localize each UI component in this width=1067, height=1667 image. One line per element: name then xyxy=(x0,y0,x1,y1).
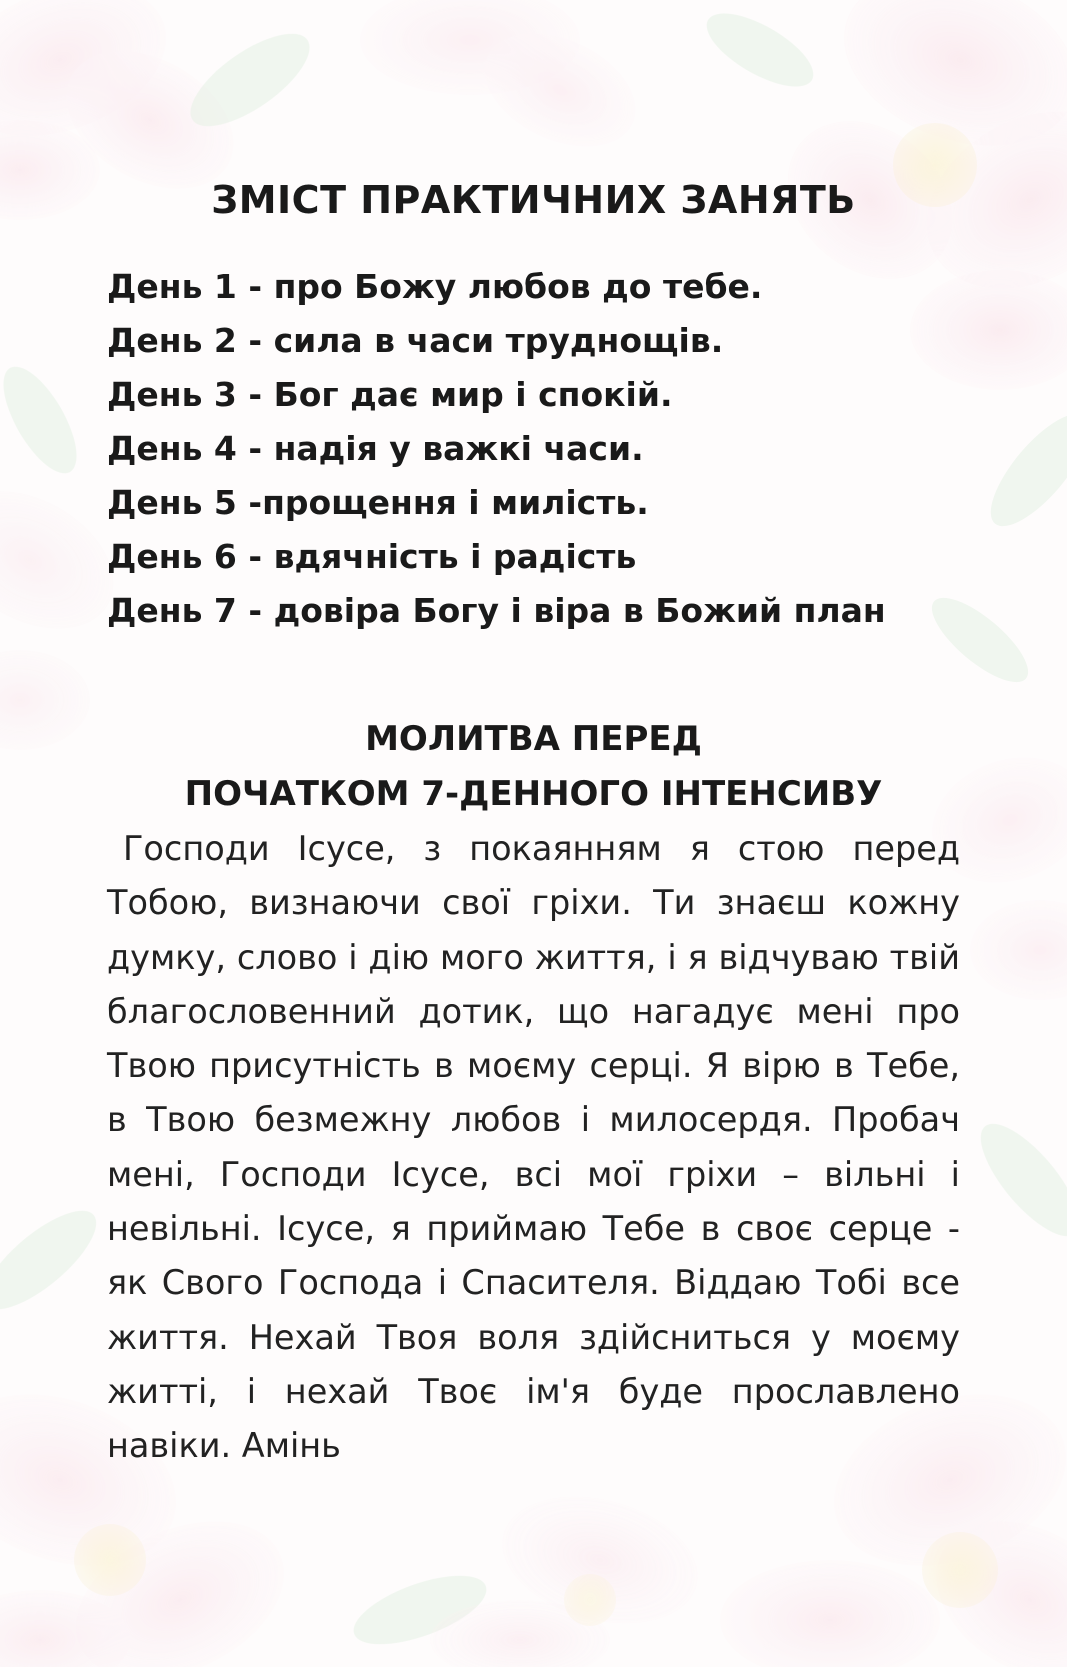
prayer-title xyxy=(0,712,1067,822)
contents-title: ЗМІСТ ПРАКТИЧНИХ ЗАНЯТЬ xyxy=(211,178,856,222)
contents-item-day-7: День 7 - довіра Богу і віра в Божий план xyxy=(107,591,886,630)
contents-item-day-3: День 3 - Бог дає мир і спокій. xyxy=(107,375,673,414)
contents-item-day-5: День 5 -прощення і милість. xyxy=(107,483,649,522)
contents-item-day-1: День 1 - про Божу любов до тебе. xyxy=(107,267,763,306)
contents-item-day-6: День 6 - вдячність і радість xyxy=(107,537,637,576)
contents-item-day-2: День 2 - сила в часи труднощів. xyxy=(107,321,724,360)
prayer-title-line-2: ПОЧАТКОМ 7-ДЕННОГО ІНТЕНСИВУ xyxy=(184,774,883,814)
contents-item-day-4: День 4 - надія у важкі часи. xyxy=(107,429,644,468)
prayer-title-line-1: МОЛИТВА ПЕРЕД xyxy=(365,719,702,759)
prayer-text: Господи Ісусе, з покаянням я стою перед Тобою, визнаючи свої гріхи. Ти знаєш кожну думку, слово і дію мого життя, і я відчуваю твій благословенний дотик, що нагадує мені про Твою присутність в моєму серці. Я вірю в Тебе, в Твою безмежну любов і милосердя. Пробач мені, Господи Ісусе, всі мої гріхи – вільні і невільні. Ісусе, я приймаю Тебе в своє серце - як Свого Господа і Спасителя. Віддаю Тобі все життя. Нехай Твоя воля здійсниться у моєму житті, і нехай Твоє ім'я буде прославлено навіки. Амінь xyxy=(107,829,960,1466)
contents-list xyxy=(107,260,886,638)
